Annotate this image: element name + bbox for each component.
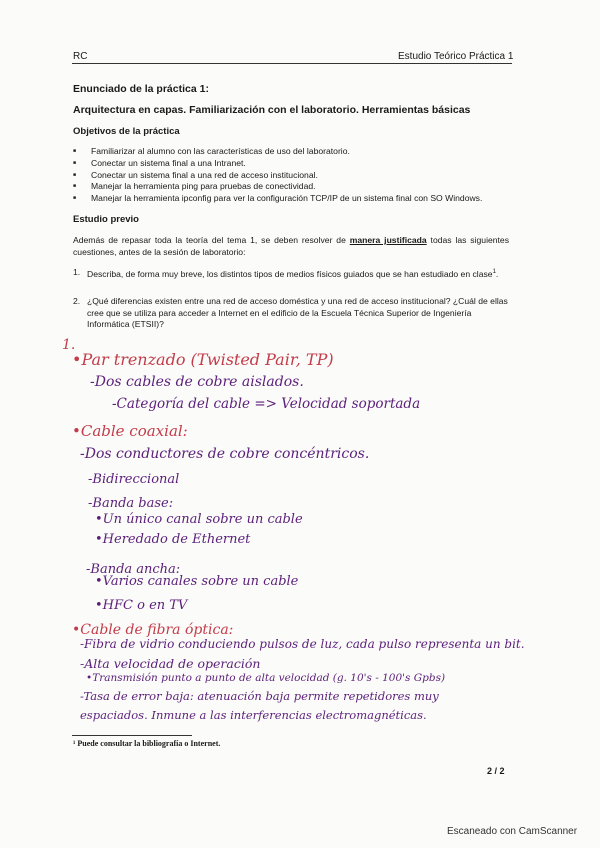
- hand-line: -Fibra de vidrio conduciendo pulsos de luz, cada pulso representa un bit.: [80, 637, 525, 651]
- hand-line: •Heredado de Ethernet: [95, 532, 251, 547]
- list-item: ■ Manejar la herramienta ping para pruebas de conectividad.: [73, 181, 482, 193]
- hand-line: •Cable de fibra óptica:: [72, 622, 234, 638]
- main-title: Arquitectura en capas. Familiarización con el laboratorio. Herramientas básicas: [73, 104, 471, 116]
- hand-line: •Varios canales sobre un cable: [95, 574, 299, 589]
- header-right: Estudio Teórico Práctica 1: [398, 51, 514, 62]
- page-number: 2 / 2: [487, 766, 505, 776]
- footnote-ref: 1: [492, 269, 496, 275]
- list-item: ■ Familiarizar al alumno con las características de uso del laboratorio.: [73, 146, 482, 158]
- list-item: ■ Manejar la herramienta ipconfig para ver la configuración TCP/IP de un sistema final con SO Windows.: [73, 193, 482, 205]
- prior-study-intro: [73, 235, 509, 258]
- header-rule: [72, 63, 512, 64]
- statement-title: Enunciado de la práctica 1:: [73, 83, 209, 95]
- objectives-heading: Objetivos de la práctica: [73, 126, 180, 137]
- hand-line: •Par trenzado (Twisted Pair, TP): [72, 350, 334, 369]
- hand-line: •Un único canal sobre un cable: [95, 512, 303, 527]
- question-text: Describa, de forma muy breve, los distintos tipos de medios físicos guiados que se han estudiado en clase: [87, 268, 493, 279]
- hand-line: espaciados. Inmune a las interferencias electromagnéticas.: [80, 708, 427, 722]
- hand-number: 1.: [62, 337, 76, 353]
- hand-line: •Transmisión punto a punto de alta velocidad (g. 10's - 100's Gpbs): [86, 672, 446, 684]
- list-item: ■ Conectar un sistema final a una red de acceso institucional.: [73, 170, 482, 182]
- hand-line: -Banda base:: [88, 496, 174, 511]
- intro-emphasis: manera justificada: [349, 235, 427, 245]
- question-1: [73, 267, 513, 280]
- hand-line: -Dos cables de cobre aislados.: [90, 374, 304, 390]
- footnote: ¹ Puede consultar la bibliografía o Internet.: [73, 739, 221, 748]
- prior-study-heading: Estudio previo: [73, 214, 139, 225]
- question-tail: .: [495, 268, 499, 279]
- question-number: 2.: [73, 296, 81, 306]
- hand-line: -Banda ancha:: [86, 562, 181, 577]
- intro-text: Además de repasar toda la teoría del tema 1, se deben resolver de: [73, 235, 350, 245]
- question-number: 1.: [73, 267, 81, 277]
- list-item: ■ Conectar un sistema final a una Intranet.: [73, 158, 482, 170]
- hand-line: -Tasa de error baja: atenuación baja permite repetidores muy: [80, 689, 439, 703]
- hand-line: •Cable coaxial:: [72, 422, 188, 440]
- scanner-watermark: Escaneado con CamScanner: [447, 826, 578, 837]
- hand-line: -Bidireccional: [88, 472, 180, 487]
- intro-text-end: todas las siguientes cuestiones, antes de la sesión de laboratorio:: [73, 235, 509, 257]
- question-text: ¿Qué diferencias existen entre una red de acceso doméstica y una red de acceso institucional? ¿Cuál de ellas cree que se utiliza para acceder a Internet en el edificio de la Escuela Técnica Superior de Ingeniería Informática (ETSII)?: [87, 296, 508, 330]
- header-left: RC: [73, 51, 88, 62]
- footnote-rule: [72, 735, 192, 736]
- question-2: [73, 296, 513, 331]
- hand-line: -Dos conductores de cobre concéntricos.: [80, 446, 370, 462]
- hand-line: •HFC o en TV: [95, 598, 188, 613]
- objectives-list: [73, 146, 482, 205]
- hand-line: -Alta velocidad de operación: [80, 656, 261, 671]
- hand-line: -Categoría del cable => Velocidad soportada: [112, 396, 421, 412]
